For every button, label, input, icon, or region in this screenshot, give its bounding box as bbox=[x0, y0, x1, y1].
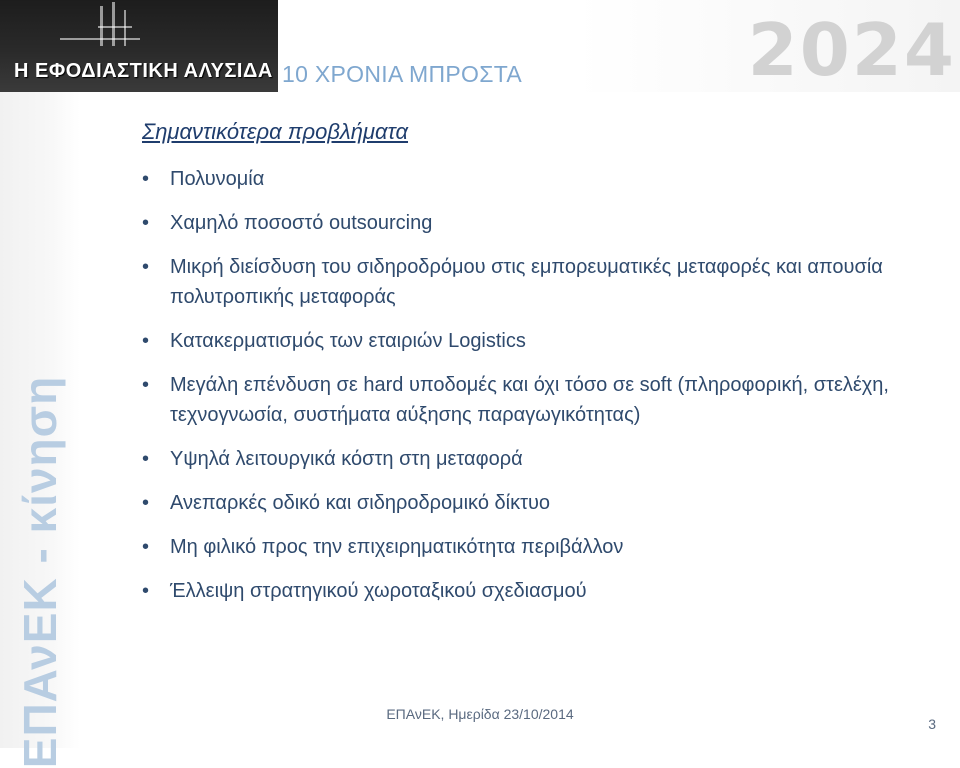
header-year: 2024 bbox=[747, 8, 956, 92]
bullet-item: • Χαμηλό ποσοστό outsourcing bbox=[142, 208, 932, 238]
header-subtitle: 10 ΧΡΟΝΙΑ ΜΠΡΟΣΤΑ bbox=[282, 61, 523, 87]
bullet-item: • Μικρή διείσδυση του σιδηροδρόμου στις εμπορευματικές μεταφορές και απουσία πολυτροπικής μεταφοράς bbox=[142, 252, 932, 312]
footer-text: ΕΠΑνΕΚ, Ημερίδα 23/10/2014 bbox=[386, 706, 574, 722]
side-watermark-strip bbox=[0, 92, 80, 768]
side-watermark-text: ΕΠΑνΕΚ - κίνηση bbox=[14, 375, 66, 768]
bullet-item: • Έλλειψη στρατηγικού χωροταξικού σχεδιασμού bbox=[142, 576, 932, 606]
slide-title: Σημαντικότερα προβλήματα bbox=[142, 119, 409, 144]
page-number: 3 bbox=[928, 716, 936, 732]
bullet-item: • Μεγάλη επένδυση σε hard υποδομές και όχι τόσο σε soft (πληροφορική, στελέχη, τεχνογνωσία, συστήματα αύξησης παραγωγικότητας) bbox=[142, 370, 932, 430]
bullet-item: • Πολυνομία bbox=[142, 164, 932, 194]
bullet-list bbox=[142, 164, 932, 606]
bullet-item: • Κατακερματισμός των εταιριών Logistics bbox=[142, 326, 932, 356]
header-photo bbox=[0, 0, 278, 92]
slide-content bbox=[142, 118, 932, 620]
bullet-item: • Μη φιλικό προς την επιχειρηματικότητα περιβάλλον bbox=[142, 532, 932, 562]
bullet-item: • Ανεπαρκές οδικό και σιδηροδρομικό δίκτυο bbox=[142, 488, 932, 518]
header-banner bbox=[0, 0, 960, 92]
header-title: Η ΕΦΟΔΙΑΣΤΙΚΗ ΑΛΥΣΙΔΑ bbox=[14, 60, 273, 82]
bullet-item: • Υψηλά λειτουργικά κόστη στη μεταφορά bbox=[142, 444, 932, 474]
